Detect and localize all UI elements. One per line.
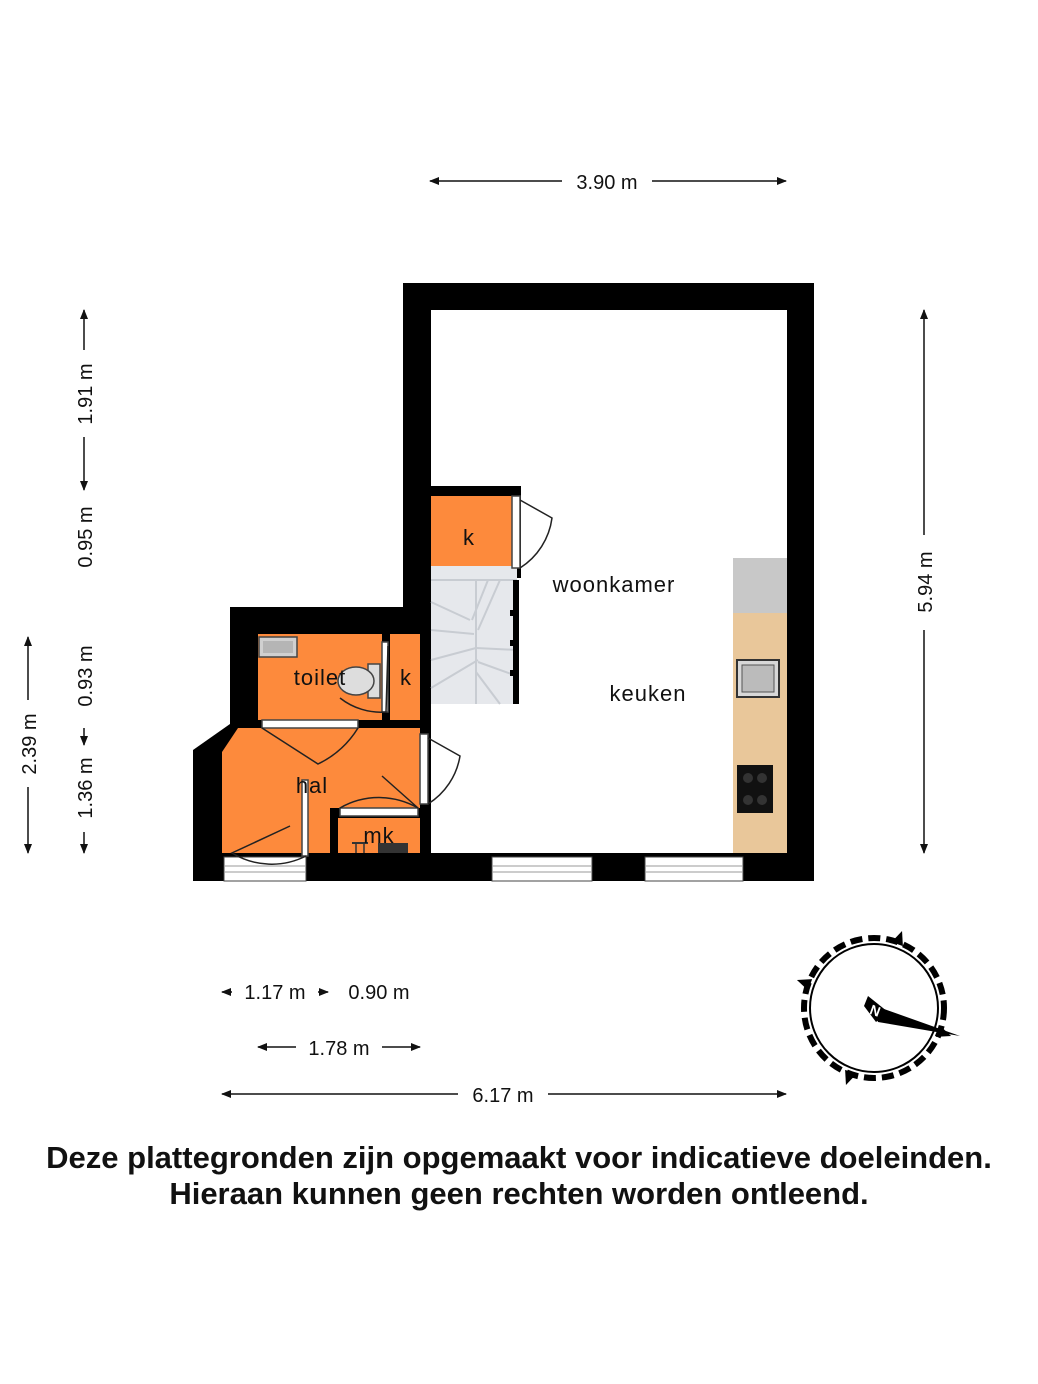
- dim-left-lower-a: 0.93 m: [75, 645, 97, 707]
- compass-icon: [795, 929, 960, 1087]
- dim-bottom-a: 1.17 m: [244, 982, 306, 1004]
- dim-left-upper: 1.91 m: [75, 363, 97, 425]
- dim-left-outer: 2.39 m: [19, 713, 41, 775]
- room-label-kast-lower: k: [400, 665, 412, 690]
- disclaimer-line-2: Hieraan kunnen geen rechten worden ontleend.: [169, 1176, 869, 1211]
- disclaimer-line-1: Deze plattegronden zijn opgemaakt voor indicatieve doeleinden.: [46, 1140, 992, 1175]
- dim-top-width: 3.90 m: [576, 172, 638, 194]
- dim-bottom-b: 0.90 m: [348, 982, 410, 1004]
- cooktop-icon: [737, 765, 773, 813]
- floors: [222, 310, 787, 853]
- dim-bottom-total: 6.17 m: [472, 1085, 534, 1107]
- room-label-woonkamer: woonkamer: [552, 572, 676, 597]
- room-label-hal: hal: [295, 773, 329, 798]
- staircase: [431, 566, 517, 704]
- room-label-meterkast: mk: [363, 823, 395, 848]
- room-label-kast-upper: k: [463, 525, 475, 550]
- dim-bottom-mid: 1.78 m: [308, 1038, 370, 1060]
- kitchen-counter: [733, 558, 787, 853]
- dim-left-lower-b: 1.36 m: [75, 757, 97, 819]
- room-label-toilet: toilet: [293, 665, 347, 690]
- compass-north-label: N: [867, 1001, 883, 1020]
- dim-left-middle: 0.95 m: [75, 506, 97, 568]
- dim-right-height: 5.94 m: [915, 551, 937, 613]
- room-label-keuken: keuken: [609, 681, 687, 706]
